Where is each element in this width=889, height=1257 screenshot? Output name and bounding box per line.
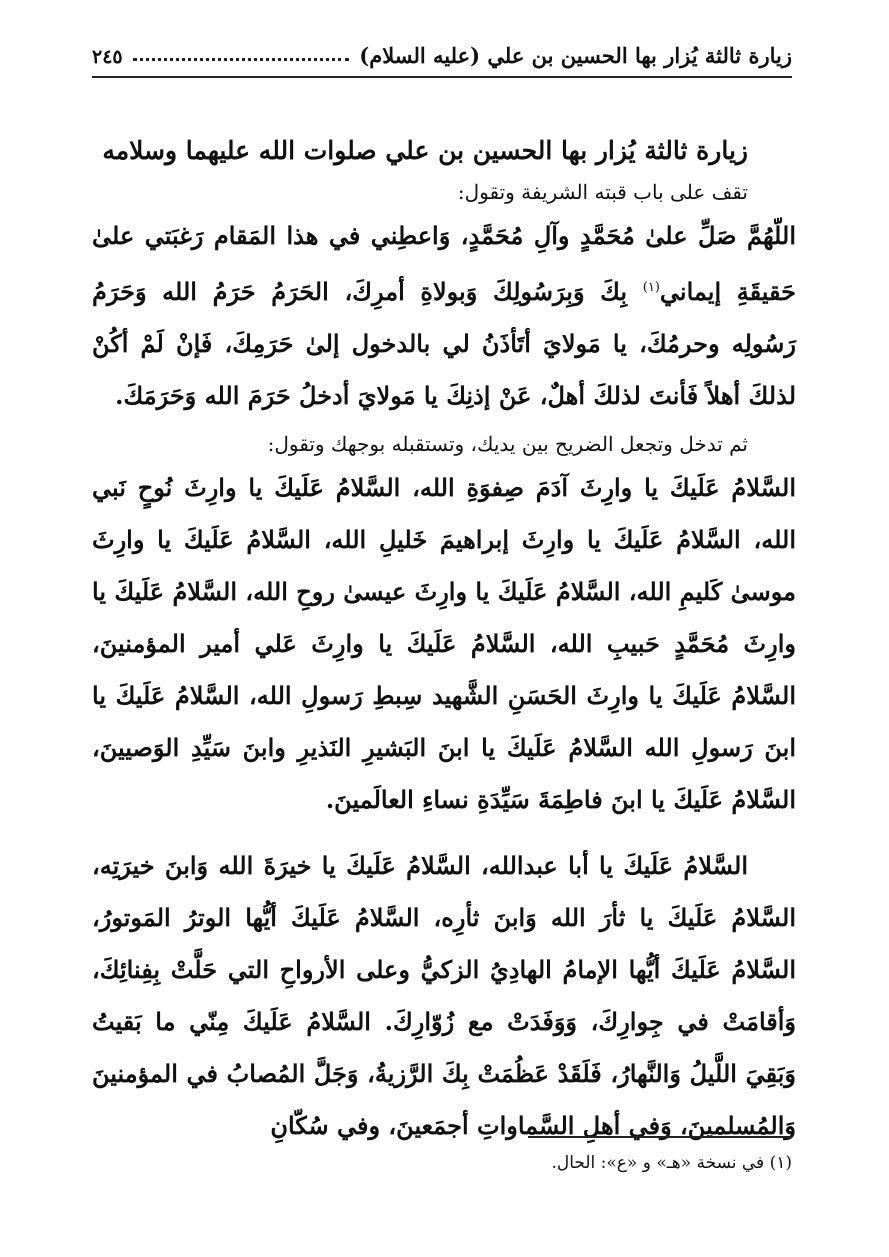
- paragraph-3: السَّلامُ عَلَيكَ يا أبا عبدالله، السَّلامُ عَلَيكَ يا خيرَةَ الله وَابنَ خيرَتِه، السَّلامُ عَلَيكَ يا ثأرَ الله وَابنَ ثأرِه، السَّلامُ عَلَيكَ أيُّها الوترُ المَوتورُ، السَّلامُ عَلَيكَ أيُّها الإمامُ الهادِيُ الزكيُّ وعلى الأرواحِ التي حَلَّتْ بِفِنائِكَ، وَأقامَتْ في جِوارِكَ، وَوَفَدَتْ مع زُوّارِكَ. السَّلامُ عَلَيكَ مِنّي ما بَقيتُ وَبَقِيَ اللَّيلُ وَالنَّهارُ، فَلَقَدْ عَظُمَتْ بِكَ الرَّزيةُ، وَجَلَّ المُصابُ في المؤمنينَ وَالمُسلمينَ، وَفي أهلِ السَّماواتِ أجمَعينَ، وفي سُكّانِ: [92, 851, 796, 1140]
- paragraph-1: [92, 210, 796, 422]
- paragraph-1-part-b: بِكَ وَبِرَسُولِكَ وَبولاةِ أمرِكَ، الحَرَمُ حَرَمُ الله وَحَرَمُ رَسُولِه وحرمُكَ، يا مَولايَ أتَأذَنُ لي بالدخول إلىٰ حَرَمِكَ، فَإنْ لَمْ أكُنْ لذلكَ أهلاً فَأنتَ لذلكَ أهلٌ، عَنْ إذنِكَ يا مَولايَ أدخلُ حَرَمَ الله وَحَرَمَكَ.: [92, 277, 796, 410]
- running-header-leader-dots: [133, 58, 350, 61]
- footnote: (١) في نسخة «هـ» و «ع»: الحال.: [551, 1153, 792, 1173]
- running-header: [92, 28, 792, 68]
- footnote-rule: [528, 1136, 792, 1138]
- page-number: ٢٤٥: [92, 46, 123, 68]
- instruction-2: ثم تدخل وتجعل الضريح بين يديك، وتستقبله بوجهك وتقول:: [267, 432, 748, 456]
- body-text: [92, 130, 796, 1152]
- paragraph-1-part-a: اللّهُمَّ صَلِّ علىٰ مُحَمَّدٍ وآلِ مُحَمَّدٍ، وَاعطِني في هذا المَقام رَغبَتي علىٰ حَقيقَةِ إيماني: [92, 221, 796, 306]
- running-header-title: زيارة ثالثة يُزار بها الحسين بن علي (عليه السلام): [359, 43, 792, 68]
- header-rule: [92, 76, 792, 78]
- instruction-1: تقف على باب قبته الشريفة وتقول:: [457, 180, 748, 204]
- footnote-reference: (١): [642, 280, 660, 295]
- section-heading: زيارة ثالثة يُزار بها الحسين بن علي صلوات الله عليهما وسلامه: [102, 136, 748, 165]
- paragraph-2: السَّلامُ عَلَيكَ يا وارِثَ آدَمَ صِفوَةِ الله، السَّلامُ عَلَيكَ يا وارِثَ نُوحٍ نَبي الله، السَّلامُ عَلَيكَ يا وارِثَ إبراهيمَ خَليلِ الله، السَّلامُ عَلَيكَ يا وارِثَ موسىٰ كَليمِ الله، السَّلامُ عَلَيكَ يا وارِثَ عيسىٰ روحِ الله، السَّلامُ عَلَيكَ يا وارِثَ مُحَمَّدٍ حَبيبِ الله، السَّلامُ عَلَيكَ يا وارِثَ عَلي أمير المؤمنينَ، السَّلامُ عَلَيكَ يا وارِثَ الحَسَنِ الشَّهيد سِبطِ رَسولِ الله، السَّلامُ عَلَيكَ يا ابنَ رَسولِ الله السَّلامُ عَلَيكَ يا ابنَ البَشيرِ النَذيرِ وابنَ سَيِّدِ الوَصيينَ، السَّلامُ عَلَيكَ يا ابنَ فاطِمَةَ سَيِّدَةِ نساءِ العالَمينَ.: [92, 473, 796, 814]
